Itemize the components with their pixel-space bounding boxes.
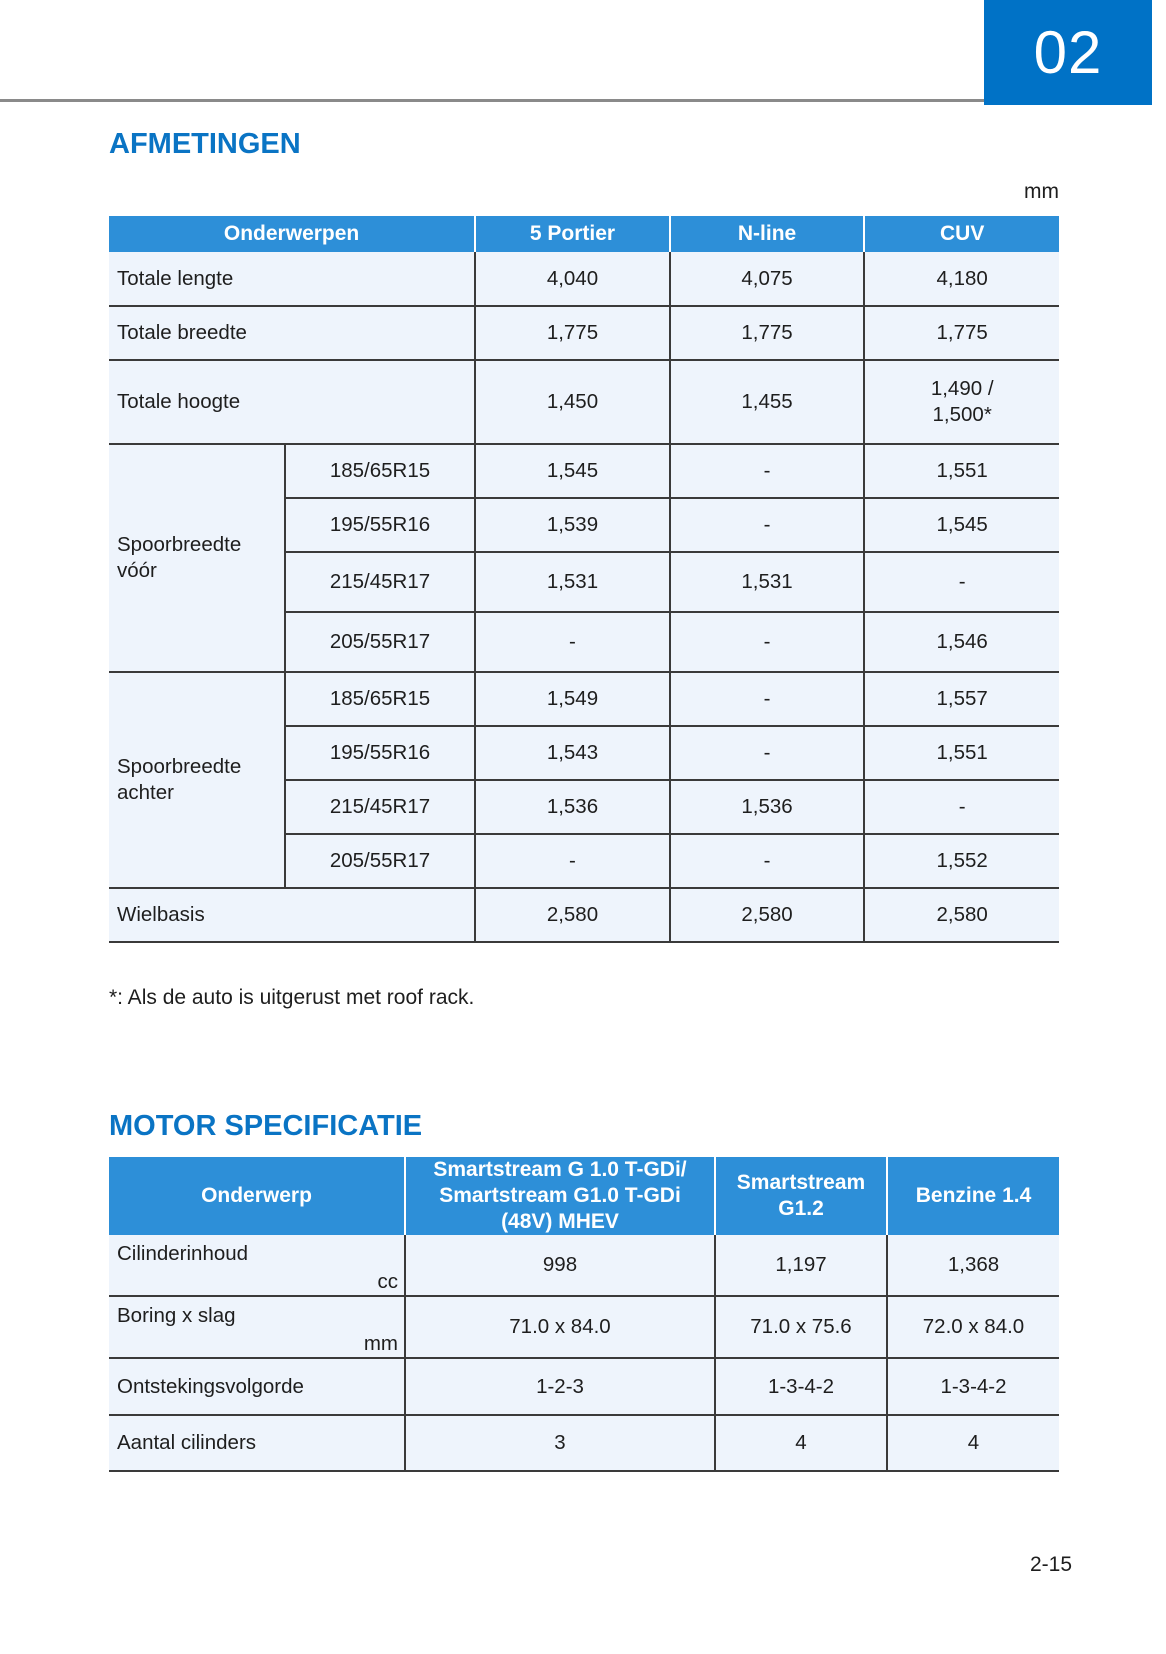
cell-value: 1,455	[670, 360, 865, 444]
header-n-line: N-line	[670, 216, 865, 252]
row-unit: cc	[377, 1270, 398, 1293]
header-rule	[0, 99, 984, 102]
cell-value: 4	[715, 1415, 887, 1471]
table-row	[109, 888, 1059, 942]
cell-value: 1,450	[475, 360, 670, 444]
row-label	[109, 1235, 405, 1296]
tire-size: 195/55R16	[285, 498, 475, 552]
cell-value: -	[670, 498, 865, 552]
row-label: Ontstekingsvolgorde	[109, 1358, 405, 1415]
cell-value: -	[670, 612, 865, 672]
cell-value: 3	[405, 1415, 715, 1471]
cell-value: 1-2-3	[405, 1358, 715, 1415]
row-label: Wielbasis	[109, 888, 475, 942]
cell-value: 1-3-4-2	[715, 1358, 887, 1415]
dimensions-header-row	[109, 216, 1059, 252]
cell-value: 1,536	[475, 780, 670, 834]
tire-size: 205/55R17	[285, 834, 475, 888]
table-row	[109, 1235, 1059, 1296]
row-label: Totale hoogte	[109, 360, 475, 444]
header-cuv: CUV	[864, 216, 1059, 252]
cell-value: 1,545	[475, 444, 670, 498]
tire-size: 205/55R17	[285, 612, 475, 672]
cell-value: 1,546	[864, 612, 1059, 672]
tire-size: 185/65R15	[285, 672, 475, 726]
cell-value: -	[670, 726, 865, 780]
tire-size: 195/55R16	[285, 726, 475, 780]
cell-value: -	[670, 834, 865, 888]
cell-value: 4,040	[475, 252, 670, 306]
cell-value: 1,551	[864, 444, 1059, 498]
cell-value: 1,557	[864, 672, 1059, 726]
dimensions-title: AFMETINGEN	[109, 128, 301, 160]
cell-value: 1,549	[475, 672, 670, 726]
table-row	[109, 1358, 1059, 1415]
row-label-text: Cilinderinhoud	[117, 1242, 249, 1265]
row-label: Aantal cilinders	[109, 1415, 405, 1471]
footnote: *: Als de auto is uitgerust met roof rack.	[109, 986, 475, 1009]
cell-value: 1,775	[864, 306, 1059, 360]
cell-value: 1,531	[475, 552, 670, 612]
chapter-tab: 02	[984, 0, 1152, 105]
header-onderwerp: Onderwerp	[109, 1157, 405, 1235]
table-row	[109, 444, 1059, 498]
tire-size: 215/45R17	[285, 780, 475, 834]
row-group-label-front-track: Spoorbreedte vóór	[109, 444, 285, 672]
cell-value: 2,580	[670, 888, 865, 942]
cell-value: 1,543	[475, 726, 670, 780]
cell-value: -	[670, 444, 865, 498]
row-label-text: Boring x slag	[117, 1304, 236, 1327]
cell-value: 72.0 x 84.0	[887, 1296, 1059, 1358]
cell-value: 1,552	[864, 834, 1059, 888]
table-row	[109, 252, 1059, 306]
cell-value: -	[670, 672, 865, 726]
dimensions-table	[109, 216, 1059, 943]
cell-value: 1,545	[864, 498, 1059, 552]
cell-value: 1,551	[864, 726, 1059, 780]
cell-value: -	[475, 834, 670, 888]
row-unit: mm	[363, 1332, 398, 1355]
cell-value: 4	[887, 1415, 1059, 1471]
tire-size: 185/65R15	[285, 444, 475, 498]
row-group-label-rear-track: Spoorbreedte achter	[109, 672, 285, 888]
cell-value: 71.0 x 75.6	[715, 1296, 887, 1358]
cell-value: 998	[405, 1235, 715, 1296]
table-row	[109, 672, 1059, 726]
table-row	[109, 360, 1059, 444]
cell-value: 1,368	[887, 1235, 1059, 1296]
cell-value: -	[864, 552, 1059, 612]
table-row	[109, 1296, 1059, 1358]
row-label: Totale breedte	[109, 306, 475, 360]
tire-size: 215/45R17	[285, 552, 475, 612]
header-onderwerpen: Onderwerpen	[109, 216, 475, 252]
cell-value: 1,536	[670, 780, 865, 834]
cell-value: 1,490 / 1,500*	[864, 360, 1059, 444]
cell-value: -	[475, 612, 670, 672]
engine-title: MOTOR SPECIFICATIE	[109, 1110, 423, 1142]
header-smartstream-g10: Smartstream G 1.0 T-GDi/ Smartstream G1.0 T-GDi (48V) MHEV	[405, 1157, 715, 1235]
engine-table	[109, 1157, 1059, 1472]
cell-value: 4,180	[864, 252, 1059, 306]
header-benzine-14: Benzine 1.4	[887, 1157, 1059, 1235]
page-number: 2-15	[1029, 1553, 1072, 1576]
engine-header-row	[109, 1157, 1059, 1235]
cell-value: 1,197	[715, 1235, 887, 1296]
header-smartstream-g12: Smartstream G1.2	[715, 1157, 887, 1235]
cell-value: 1,775	[475, 306, 670, 360]
cell-value: 4,075	[670, 252, 865, 306]
cell-value: 1,539	[475, 498, 670, 552]
table-row	[109, 1415, 1059, 1471]
cell-value: 2,580	[475, 888, 670, 942]
cell-value: 1,775	[670, 306, 865, 360]
row-label	[109, 1296, 405, 1358]
cell-value: 71.0 x 84.0	[405, 1296, 715, 1358]
dimensions-unit: mm	[1024, 180, 1059, 203]
cell-value: 1-3-4-2	[887, 1358, 1059, 1415]
table-row	[109, 306, 1059, 360]
cell-value: 2,580	[864, 888, 1059, 942]
header-5-portier: 5 Portier	[475, 216, 670, 252]
row-label: Totale lengte	[109, 252, 475, 306]
cell-value: -	[864, 780, 1059, 834]
cell-value: 1,531	[670, 552, 865, 612]
